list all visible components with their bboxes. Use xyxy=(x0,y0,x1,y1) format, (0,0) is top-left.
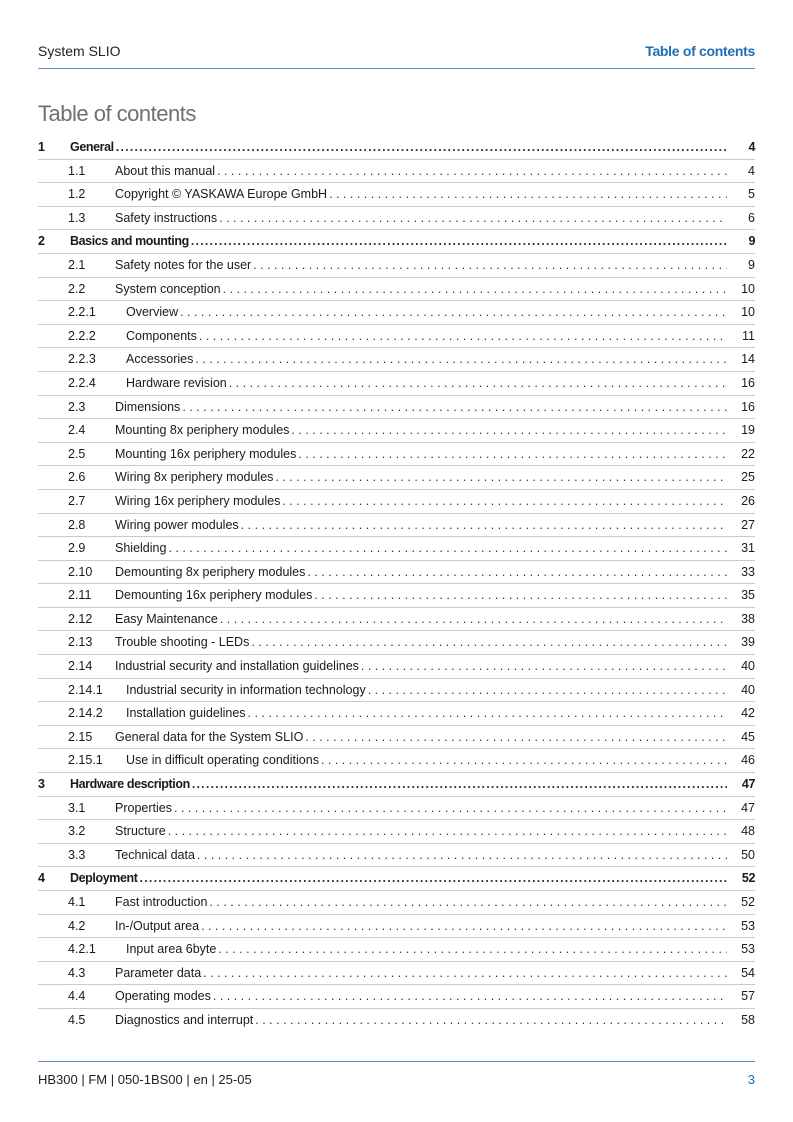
toc-entry[interactable] xyxy=(38,819,755,843)
toc-entry-title[interactable]: Diagnostics and interrupt xyxy=(115,1012,254,1027)
toc-entry-page: 57 xyxy=(741,989,755,1004)
toc-entry-page: 14 xyxy=(741,352,755,367)
toc-entry-title-line xyxy=(126,753,727,767)
toc-entry-title[interactable]: Mounting 16x periphery modules xyxy=(115,446,297,461)
toc-entry-page: 52 xyxy=(741,871,755,886)
header-section-title: Table of contents xyxy=(645,43,755,59)
toc-entry-title[interactable]: Basics and mounting xyxy=(70,234,189,249)
toc-entry[interactable] xyxy=(38,630,755,654)
toc-dot-leader xyxy=(219,211,727,225)
toc-entry[interactable] xyxy=(38,583,755,607)
toc-entry-number: 2.8 xyxy=(68,517,86,532)
toc-dot-leader xyxy=(275,470,727,484)
toc-dot-leader xyxy=(241,518,727,532)
toc-entry-page: 48 xyxy=(741,824,755,839)
toc-entry-number: 4.2.1 xyxy=(68,942,96,957)
toc-dot-leader xyxy=(321,753,727,767)
toc-entry-page: 33 xyxy=(741,564,755,579)
toc-entry-title-line xyxy=(115,966,727,980)
toc-entry[interactable] xyxy=(38,395,755,419)
toc-entry-title-line xyxy=(115,848,727,862)
toc-entry-title[interactable]: About this manual xyxy=(115,163,216,178)
toc-entry[interactable] xyxy=(38,418,755,442)
toc-entry-title-line xyxy=(126,683,727,697)
toc-entry-page: 40 xyxy=(741,659,755,674)
footer-document-id: HB300 | FM | 050-1BS00 | en | 25-05 xyxy=(38,1072,252,1087)
toc-entry-title-line xyxy=(70,777,727,791)
toc-entry-page: 39 xyxy=(741,635,755,650)
toc-entry-title-line xyxy=(126,329,727,343)
toc-dot-leader xyxy=(192,777,727,791)
footer-divider xyxy=(38,1061,755,1062)
toc-entry-title[interactable]: System conception xyxy=(115,281,221,296)
toc-entry-number: 1.3 xyxy=(68,210,86,225)
toc-entry-page: 6 xyxy=(748,210,755,225)
toc-entry-title[interactable]: Easy Maintenance xyxy=(115,611,218,626)
toc-entry-title[interactable]: Components xyxy=(126,328,197,343)
toc-entry-title[interactable]: General xyxy=(70,140,114,154)
toc-entry[interactable] xyxy=(38,560,755,584)
toc-entry-title-line xyxy=(115,989,727,1003)
toc-dot-leader xyxy=(368,683,727,697)
toc-dot-leader xyxy=(180,305,727,319)
toc-entry-number: 2.10 xyxy=(68,564,93,579)
toc-entry-title-line xyxy=(115,470,727,484)
toc-entry-title-line xyxy=(115,635,727,649)
toc-entry-title[interactable]: Properties xyxy=(115,800,172,815)
toc-entry-title-line xyxy=(115,588,727,602)
toc-entry-title[interactable]: Parameter data xyxy=(115,965,202,980)
toc-entry-number: 1 xyxy=(38,140,45,154)
toc-dot-leader xyxy=(168,541,727,555)
table-of-contents xyxy=(38,136,755,1032)
toc-entry-page: 40 xyxy=(741,682,755,697)
toc-entry-page: 16 xyxy=(741,399,755,414)
toc-entry-number: 2.5 xyxy=(68,446,86,461)
toc-entry-title-line xyxy=(115,801,727,815)
toc-dot-leader xyxy=(223,282,727,296)
toc-entry-title[interactable]: Wiring 16x periphery modules xyxy=(115,493,281,508)
toc-entry-page: 27 xyxy=(741,517,755,532)
toc-entry[interactable] xyxy=(38,937,755,961)
toc-dot-leader xyxy=(282,494,727,508)
toc-entry-title-line xyxy=(126,942,727,956)
toc-entry[interactable] xyxy=(38,796,755,820)
toc-entry[interactable] xyxy=(38,277,755,301)
toc-entry[interactable] xyxy=(38,513,755,537)
toc-entry-title[interactable]: Wiring 8x periphery modules xyxy=(115,470,274,485)
toc-entry-page: 31 xyxy=(741,541,755,556)
toc-dot-leader xyxy=(229,376,727,390)
toc-entry-page: 26 xyxy=(741,493,755,508)
toc-dot-leader xyxy=(220,612,727,626)
toc-entry-title-line xyxy=(126,352,727,366)
toc-entry-title[interactable]: Demounting 8x periphery modules xyxy=(115,564,306,579)
toc-dot-leader xyxy=(197,848,727,862)
toc-entry-page: 35 xyxy=(741,588,755,603)
toc-entry[interactable] xyxy=(38,465,755,489)
toc-entry[interactable] xyxy=(38,206,755,230)
toc-entry[interactable] xyxy=(38,136,755,159)
toc-dot-leader xyxy=(307,565,727,579)
toc-entry-number: 4 xyxy=(38,871,45,886)
toc-dot-leader xyxy=(213,989,727,1003)
toc-entry-title-line xyxy=(115,1013,727,1027)
toc-entry-title-line xyxy=(115,211,727,225)
toc-dot-leader xyxy=(199,329,727,343)
toc-entry[interactable] xyxy=(38,866,755,890)
toc-entry-number: 3.2 xyxy=(68,824,86,839)
toc-entry-page: 25 xyxy=(741,470,755,485)
toc-entry-number: 4.1 xyxy=(68,895,86,909)
toc-entry-number: 2.13 xyxy=(68,635,93,650)
toc-entry-title[interactable]: Deployment xyxy=(70,871,138,886)
toc-entry-title[interactable]: General data for the System SLIO xyxy=(115,729,304,744)
toc-entry[interactable] xyxy=(38,725,755,749)
toc-entry-title-line xyxy=(126,376,727,390)
toc-entry[interactable] xyxy=(38,772,755,796)
toc-entry[interactable] xyxy=(38,748,755,772)
toc-entry-title[interactable]: Overview xyxy=(126,305,179,320)
toc-dot-leader xyxy=(253,258,727,272)
toc-entry-page: 5 xyxy=(748,187,755,202)
toc-entry-number: 2.14.1 xyxy=(68,682,103,697)
toc-dot-leader xyxy=(168,824,727,838)
toc-entry-number: 2.14.2 xyxy=(68,706,103,721)
toc-entry-title-line xyxy=(115,565,727,579)
toc-dot-leader xyxy=(314,588,727,602)
toc-entry-title[interactable]: Installation guidelines xyxy=(126,706,246,721)
toc-entry-page: 11 xyxy=(742,328,755,343)
toc-entry-page: 47 xyxy=(741,800,755,815)
toc-entry-title[interactable]: Industrial security and installation guidelines xyxy=(115,659,359,674)
toc-entry[interactable] xyxy=(38,890,755,914)
toc-entry-title-line xyxy=(115,919,727,933)
toc-entry-title-line xyxy=(115,518,727,532)
toc-dot-leader xyxy=(195,352,727,366)
toc-entry[interactable] xyxy=(38,678,755,702)
toc-dot-leader xyxy=(217,164,727,178)
toc-entry-number: 2.2.4 xyxy=(68,375,96,390)
toc-entry-number: 2.7 xyxy=(68,493,86,508)
toc-entry-number: 2.15.1 xyxy=(68,753,103,768)
toc-entry-title[interactable]: Hardware description xyxy=(70,777,190,792)
toc-entry-title-line xyxy=(115,730,727,744)
toc-entry[interactable] xyxy=(38,843,755,867)
toc-dot-leader xyxy=(291,423,727,437)
toc-entry-page: 52 xyxy=(741,895,755,909)
toc-entry[interactable] xyxy=(38,1008,755,1032)
toc-entry-title-line xyxy=(70,140,727,154)
toc-entry-title[interactable]: Shielding xyxy=(115,541,167,556)
toc-entry-title-line xyxy=(115,164,727,178)
toc-entry-title[interactable]: Copyright © YASKAWA Europe GmbH xyxy=(115,187,328,202)
toc-entry-number: 4.3 xyxy=(68,965,86,980)
toc-dot-leader xyxy=(174,801,727,815)
toc-dot-leader xyxy=(255,1013,727,1027)
toc-entry-page: 16 xyxy=(741,375,755,390)
page-title: Table of contents xyxy=(38,101,196,126)
toc-entry-title-line xyxy=(70,871,727,885)
toc-entry-title[interactable]: Mounting 8x periphery modules xyxy=(115,423,290,438)
toc-entry-title-line xyxy=(115,400,727,414)
toc-entry-number: 2.2.3 xyxy=(68,352,96,367)
toc-entry-number: 2.3 xyxy=(68,399,86,414)
toc-entry-number: 1.2 xyxy=(68,187,86,202)
toc-entry[interactable] xyxy=(38,607,755,631)
toc-entry-page: 9 xyxy=(748,234,755,249)
toc-entry-number: 3 xyxy=(38,777,45,792)
toc-entry-number: 3.1 xyxy=(68,800,86,815)
toc-dot-leader xyxy=(248,706,727,720)
toc-entry-title-line xyxy=(115,895,727,909)
toc-entry-number: 4.5 xyxy=(68,1012,86,1027)
toc-entry-title-line xyxy=(115,447,727,461)
toc-dot-leader xyxy=(361,659,727,673)
toc-entry-title-line xyxy=(126,706,727,720)
toc-entry[interactable] xyxy=(38,701,755,725)
toc-dot-leader xyxy=(203,966,727,980)
toc-entry-number: 1.1 xyxy=(68,163,86,178)
toc-entry-number: 2.6 xyxy=(68,470,86,485)
toc-dot-leader xyxy=(218,942,727,956)
toc-entry-number: 2.11 xyxy=(68,588,92,603)
toc-entry-title-line xyxy=(115,824,727,838)
toc-entry-title[interactable]: Demounting 16x periphery modules xyxy=(115,588,313,603)
toc-entry[interactable] xyxy=(38,914,755,938)
toc-entry-number: 4.2 xyxy=(68,918,86,933)
toc-entry-title-line xyxy=(115,258,727,272)
toc-entry[interactable] xyxy=(38,159,755,183)
toc-entry-page: 50 xyxy=(741,847,755,862)
toc-entry[interactable] xyxy=(38,536,755,560)
toc-entry-title-line xyxy=(115,612,727,626)
toc-entry[interactable] xyxy=(38,229,755,253)
toc-entry-title-line xyxy=(126,305,727,319)
toc-entry[interactable] xyxy=(38,961,755,985)
toc-entry[interactable] xyxy=(38,324,755,348)
toc-entry[interactable] xyxy=(38,347,755,371)
toc-entry-page: 4 xyxy=(748,163,755,178)
toc-dot-leader xyxy=(201,919,727,933)
toc-entry[interactable] xyxy=(38,182,755,206)
toc-entry-title-line xyxy=(70,234,727,248)
toc-entry-number: 2.9 xyxy=(68,541,86,556)
toc-entry-page: 9 xyxy=(748,257,755,272)
toc-entry-title-line xyxy=(115,187,727,201)
toc-entry-title[interactable]: Dimensions xyxy=(115,399,181,414)
toc-entry-title[interactable]: Safety notes for the user xyxy=(115,257,252,272)
toc-entry-title[interactable]: Use in difficult operating conditions xyxy=(126,753,319,768)
footer-page-number: 3 xyxy=(747,1072,755,1087)
toc-entry-title-line xyxy=(115,282,727,296)
header-document-title: System SLIO xyxy=(38,43,121,59)
toc-dot-leader xyxy=(209,895,727,909)
toc-entry-page: 38 xyxy=(741,611,755,626)
toc-entry[interactable] xyxy=(38,300,755,324)
toc-entry-title[interactable]: Trouble shooting - LEDs xyxy=(115,635,250,650)
toc-entry-number: 2.15 xyxy=(68,729,93,744)
toc-entry-page: 53 xyxy=(741,942,755,957)
toc-entry-number: 2.4 xyxy=(68,423,86,438)
toc-entry-title[interactable]: Industrial security in information technology xyxy=(126,682,366,697)
toc-entry-page: 46 xyxy=(741,753,755,768)
toc-entry-title[interactable]: Hardware revision xyxy=(126,375,227,390)
toc-entry-page: 4 xyxy=(748,140,755,154)
toc-entry-title[interactable]: Accessories xyxy=(126,352,194,367)
toc-entry-number: 2.12 xyxy=(68,611,93,626)
toc-dot-leader xyxy=(140,871,727,885)
toc-dot-leader xyxy=(182,400,727,414)
toc-entry-page: 58 xyxy=(741,1012,755,1027)
toc-entry-number: 2.2 xyxy=(68,281,86,296)
toc-entry-title-line xyxy=(115,423,727,437)
toc-dot-leader xyxy=(298,447,727,461)
toc-entry-page: 45 xyxy=(741,729,755,744)
toc-entry-page: 53 xyxy=(741,918,755,933)
toc-entry-page: 19 xyxy=(741,423,755,438)
toc-entry-number: 2.2.1 xyxy=(68,305,96,320)
toc-dot-leader xyxy=(329,187,727,201)
toc-entry[interactable] xyxy=(38,984,755,1008)
toc-entry-page: 22 xyxy=(741,446,755,461)
toc-entry-title-line xyxy=(115,541,727,555)
toc-entry-title[interactable]: Structure xyxy=(115,824,166,839)
header-divider xyxy=(38,68,755,69)
toc-entry-page: 10 xyxy=(741,305,755,320)
toc-entry[interactable] xyxy=(38,489,755,513)
toc-dot-leader xyxy=(251,635,727,649)
toc-entry[interactable] xyxy=(38,371,755,395)
toc-entry-title-line xyxy=(115,494,727,508)
toc-entry-number: 4.4 xyxy=(68,989,86,1004)
toc-entry-title[interactable]: In-/Output area xyxy=(115,918,200,933)
toc-entry-title[interactable]: Fast introduction xyxy=(115,895,208,909)
toc-entry-page: 47 xyxy=(741,777,755,792)
toc-entry-title[interactable]: Wiring power modules xyxy=(115,517,239,532)
toc-entry[interactable] xyxy=(38,442,755,466)
toc-entry-page: 42 xyxy=(741,706,755,721)
toc-entry-title-line xyxy=(115,659,727,673)
toc-entry-number: 2.1 xyxy=(68,257,86,272)
toc-entry-title[interactable]: Operating modes xyxy=(115,989,211,1004)
toc-entry-number: 2 xyxy=(38,234,45,249)
toc-entry-title[interactable]: Technical data xyxy=(115,847,195,862)
toc-entry-number: 3.3 xyxy=(68,847,86,862)
toc-dot-leader xyxy=(305,730,727,744)
toc-entry-title[interactable]: Safety instructions xyxy=(115,210,218,225)
toc-entry[interactable] xyxy=(38,253,755,277)
toc-entry[interactable] xyxy=(38,654,755,678)
toc-entry-number: 2.2.2 xyxy=(68,328,96,343)
toc-entry-number: 2.14 xyxy=(68,659,93,674)
toc-entry-title[interactable]: Input area 6byte xyxy=(126,942,217,957)
toc-dot-leader xyxy=(191,234,727,248)
toc-entry-page: 54 xyxy=(741,965,755,980)
toc-entry-page: 10 xyxy=(741,281,755,296)
toc-dot-leader xyxy=(116,140,727,154)
